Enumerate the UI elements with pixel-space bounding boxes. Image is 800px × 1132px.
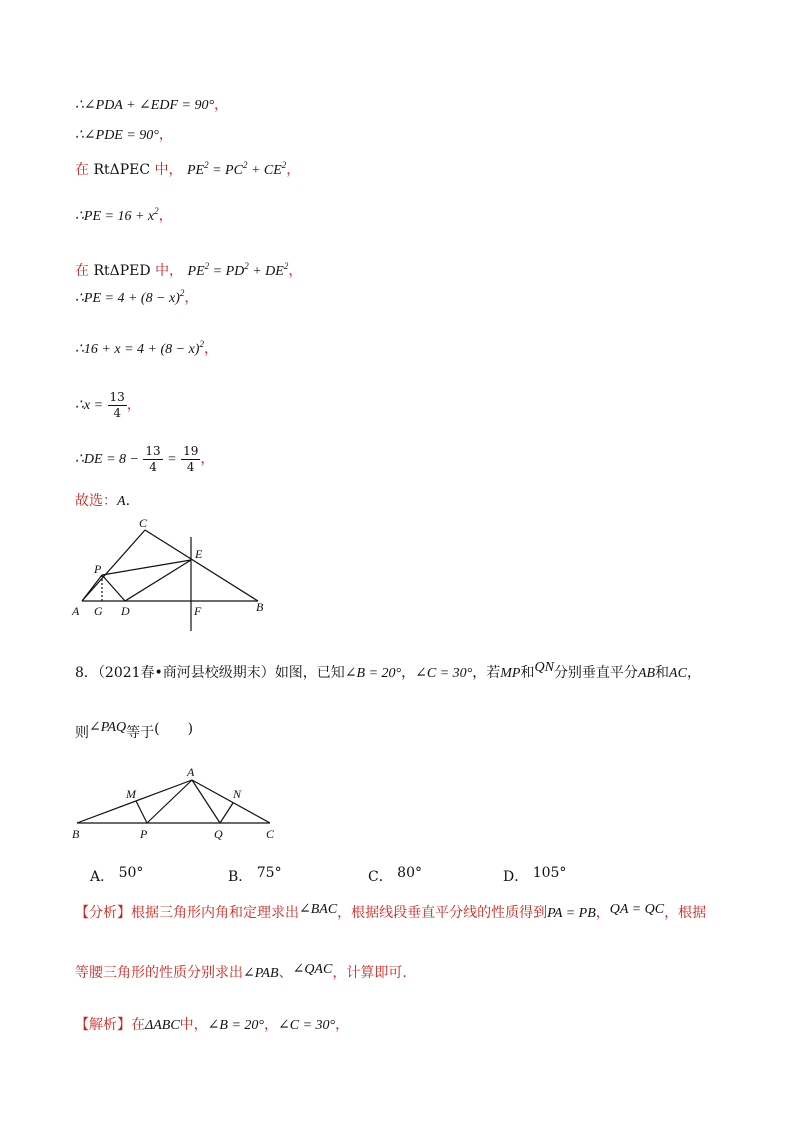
numerator: 13 [145,443,161,458]
segment-pd [102,575,125,601]
equation: ∴16 + $x = 4 + (8 - x)^2$ [75,339,204,357]
label-m: M [126,787,136,801]
fraction [108,390,127,421]
question-source: （2021春•商河县校级期末） [97,665,275,681]
comma: ， [288,263,303,279]
analysis-line-2 [75,964,407,983]
analysis-text: ， [595,905,610,921]
segment-ap [147,780,192,823]
analysis-text: ，计算即可. [332,965,407,981]
segment-qn [220,803,233,823]
step-line-4 [75,207,173,226]
angle-c: ∠C = 30° [278,1018,336,1033]
label-b: B [256,600,264,614]
answer-line [75,492,130,511]
question-text: 等于 [126,725,155,741]
angle-paq: ∠PAQ [89,720,127,735]
step-line-8 [75,386,141,425]
denominator: 4 [186,459,195,474]
triangle-abc: ΔABC [145,1018,180,1033]
option-d[interactable] [503,866,566,886]
explanation-tag: 【解析】 [75,1017,131,1033]
option-value: 50° [118,865,144,881]
separator: ， [401,665,416,681]
prefix: 在 [75,263,89,279]
analysis-text: ，根据线段垂直平分线的性质得到 [337,905,548,921]
option-value: 75° [256,865,282,881]
angle-c: ∠C = 30° [415,666,473,681]
question-text: 则 [75,725,89,741]
option-label: D． [503,869,529,885]
option-a[interactable] [90,866,143,886]
answer-value: A [117,494,126,509]
answer-bracket: ( ) [154,721,194,737]
equation-text: ∴16 + x = 4 + (8 − x) [75,342,200,357]
segment-pe [102,560,191,575]
equation-lhs: ∴DE = 8 − [75,452,139,467]
answer-label: 故选： [75,493,117,509]
label-d: D [121,604,130,618]
denominator: 4 [149,459,157,474]
question-8-line-2 [75,720,194,743]
question-text: 如图，已知 [274,665,345,681]
label-a: A [72,604,80,618]
analysis-text: 根据三角形内角和定理求出 [131,905,299,921]
segment-ac [82,530,145,601]
equation-text: ∴PE = 16 + x [75,209,155,224]
comma: ， [214,97,229,113]
analysis-text: 、 [278,965,293,981]
angle-b: ∠B = 20° [344,666,402,681]
separator: ， [686,665,701,681]
option-label: A． [90,869,115,885]
segment-ac: AC [669,666,687,681]
comma: ， [184,290,199,306]
segment-ab: AB [637,666,656,681]
option-value: 80° [397,865,422,881]
denominator: 4 [113,405,121,420]
option-b[interactable] [228,866,282,886]
segment-mp: MP [500,666,521,681]
option-label: C． [368,869,393,885]
equation-qa-qc: QA = QC [609,902,665,917]
comma: ， [158,208,173,224]
option-value: 105° [532,865,567,881]
analysis-text: ，根据 [664,905,707,921]
comma: ， [286,162,301,178]
label-q: Q [214,827,223,840]
figure-2 [60,760,290,840]
angle-bac: ∠BAC [299,902,338,917]
explanation-text: 中， [179,1017,208,1033]
segment-ap [82,575,102,601]
step-line-3 [75,161,300,180]
analysis-line-1 [75,904,706,923]
fraction [181,444,200,475]
comma: ， [200,451,215,467]
label-f: F [194,604,202,618]
segment-qn: QN [534,660,554,675]
question-number: 8． [75,665,98,681]
label-p: P [94,562,102,576]
equation-text: ∴PE = 4 + (8 − x) [75,291,180,306]
equation: $PE^2 = PC^2 + CE^2$ [187,160,287,178]
triangle-name: RtΔPED [93,263,151,279]
segment-mp [136,801,147,823]
segment-ac [192,780,270,823]
step-line-5 [75,262,302,281]
question-text: ，若 [472,665,501,681]
question-8-line-1 [75,660,701,683]
step-line-1 [75,96,228,115]
label-c: C [139,516,148,530]
analysis-text: 等腰三角形的性质分别求出 [75,965,243,981]
question-text: 和 [655,665,670,681]
option-label: B． [228,869,253,885]
equation-pa-pb: PA = PB [547,906,596,921]
prefix: 在 [75,162,89,178]
numerator: 19 [183,443,199,458]
equation: ∴∠PDA + ∠EDF = 90° [75,98,215,113]
equation-lhs: ∴x = [75,398,104,413]
equation: ∴∠PDE = 90° [75,128,159,143]
figure-1 [60,515,290,640]
comma: ， [203,341,218,357]
label-a: A [187,765,195,779]
label-b: B [72,827,80,840]
step-line-9 [75,440,214,479]
numerator: 13 [109,389,125,404]
step-line-2 [75,126,173,145]
label-c: C [266,827,275,840]
fraction [143,444,162,475]
mid-text: 中， [154,162,183,178]
angle-pab: ∠PAB [243,966,279,981]
mid-text: 中， [155,263,184,279]
angle-b: ∠B = 20° [207,1018,264,1033]
explanation-text: 在 [131,1017,145,1033]
label-e: E [195,547,203,561]
step-line-7 [75,340,218,359]
question-text: 和 [520,665,535,681]
equals-sign: = [167,452,177,467]
option-c[interactable] [368,866,422,886]
label-p: P [140,827,148,840]
explanation-line-1 [75,1016,349,1035]
label-n: N [233,787,242,801]
equation: ∴PE = $16 + x^2$ [75,206,159,224]
analysis-tag: 【分析】 [75,905,131,921]
separator: ， [264,1017,278,1033]
label-g: G [94,604,103,618]
comma: ， [126,397,141,413]
triangle-name: RtΔPEC [93,162,151,178]
segment-aq [192,780,220,823]
period: . [125,493,131,509]
question-text: 分别垂直平分 [553,665,638,681]
equation: $PE^2 = PD^2 + DE^2$ [187,261,289,279]
comma: ， [158,127,173,143]
step-line-6 [75,289,198,308]
equation: ∴PE = $4 + (8 - x)^2$ [75,288,185,306]
angle-qac: ∠QAC [292,962,333,977]
separator: ， [335,1017,350,1033]
